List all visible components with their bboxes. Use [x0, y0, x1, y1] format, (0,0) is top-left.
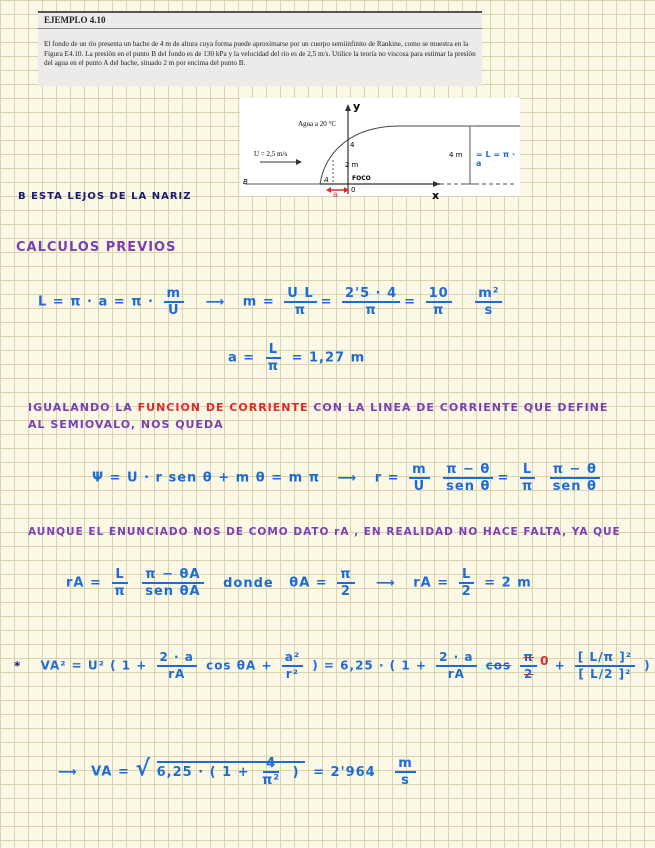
y-label: y: [353, 100, 361, 113]
rankine-figure: [240, 98, 520, 202]
four-label: 4: [350, 141, 355, 149]
example-title: EJEMPLO 4.10: [44, 15, 106, 25]
equation-VA-squared: * VA² = U² ( 1 + $\frac{2 \cdot a}{rA}$ cos θA + $\frac{\text{a²}}{\text{r²}}$ ) = 6,25 · ( 1 + $\frac{2 \cdot a}{rA}$ cos $\frac{\pi}{2}$ $^0$ + $\frac{\text{[ L/π ]²}}{\text{[ L/2 ]²}}$ ): [14, 650, 651, 681]
example-box: [38, 11, 482, 86]
a-small-label: a: [333, 190, 338, 199]
stream-sentence: IGUALANDO LA FUNCION DE CORRIENTE CON LA LINEA DE CORRIENTE QUE DEFINE: [28, 401, 609, 414]
u-label: U = 2,5 m/s: [254, 150, 288, 158]
equation-rA: rA = $\frac{L}{\pi}$ $\frac{\pi - \theta A}{\text{sen θA}}$ donde θA = $\frac{\pi}{2}$ ⟶ rA = $\frac{L}{2}$ = 2 m: [66, 567, 532, 599]
foco-label: FOCO: [352, 175, 371, 182]
water-label: Agua a 20 °C: [298, 120, 336, 128]
calc-heading: CALCULOS PREVIOS: [16, 240, 177, 255]
equation-L-m: L = π · a = π · $\frac{m}{U}$ ⟶ m = $\frac{\text{U L}}{\pi}$ = $\frac{2'5 \cdot 4}{\pi}$ = $\frac{10}{\pi}$ $\frac{\text{m²}}{s}$: [38, 286, 506, 318]
a-label: A: [324, 176, 329, 184]
b-far-note: B ESTA LEJOS DE LA NARIZ: [18, 191, 192, 202]
origin-label: 0: [351, 186, 356, 194]
b-label: B: [243, 178, 248, 186]
x-label: x: [432, 189, 440, 202]
example-statement: El fondo de un río presenta un bache de 4 m de altura cuya forma puede aproximarse por un cuerpo semiinfinito de Rankine, como se muestra en la Figura E4.10. La presión en el punto B del fondo es de 130 kPa y la velocidad del río es de 2,5 m/s. Utilice la teoría no viscosa para estimar la presión del agua en el punto A del bache, situado 2 m por encima del punto B.: [44, 40, 476, 68]
equation-a: a = $\frac{L}{\pi}$ = 1,27 m: [228, 342, 366, 374]
x-arrowhead: [433, 181, 440, 187]
y-arrowhead: [345, 104, 351, 111]
equation-stream: Ψ = U · r sen θ + m θ = m π ⟶ r = $\frac{m}{U}$ $\frac{\pi - \theta}{\text{sen θ}}$ = $\frac{L}{\pi}$ $\frac{\pi - \theta}{\text{sen θ}}$: [92, 462, 604, 494]
stream-sentence-2: AL SEMIOVALO, NOS QUEDA: [28, 418, 224, 431]
divider: [38, 28, 482, 29]
equation-VA: ⟶ VA = √ 6,25 · ( 1 + $\frac{4}{\text{π²}}$ ) = 2'964 $\frac{m}{s}$: [58, 756, 420, 788]
height-equation: = L = π · a: [476, 150, 516, 168]
two-m-label: 2 m: [345, 161, 359, 169]
rankine-diagram: [240, 98, 520, 196]
although-sentence: AUNQUE EL ENUNCIADO NOS DE COMO DATO rA , EN REALIDAD NO HACE FALTA, YA QUE: [28, 526, 621, 538]
height-label: 4 m: [449, 151, 463, 159]
u-arrowhead: [296, 159, 302, 165]
